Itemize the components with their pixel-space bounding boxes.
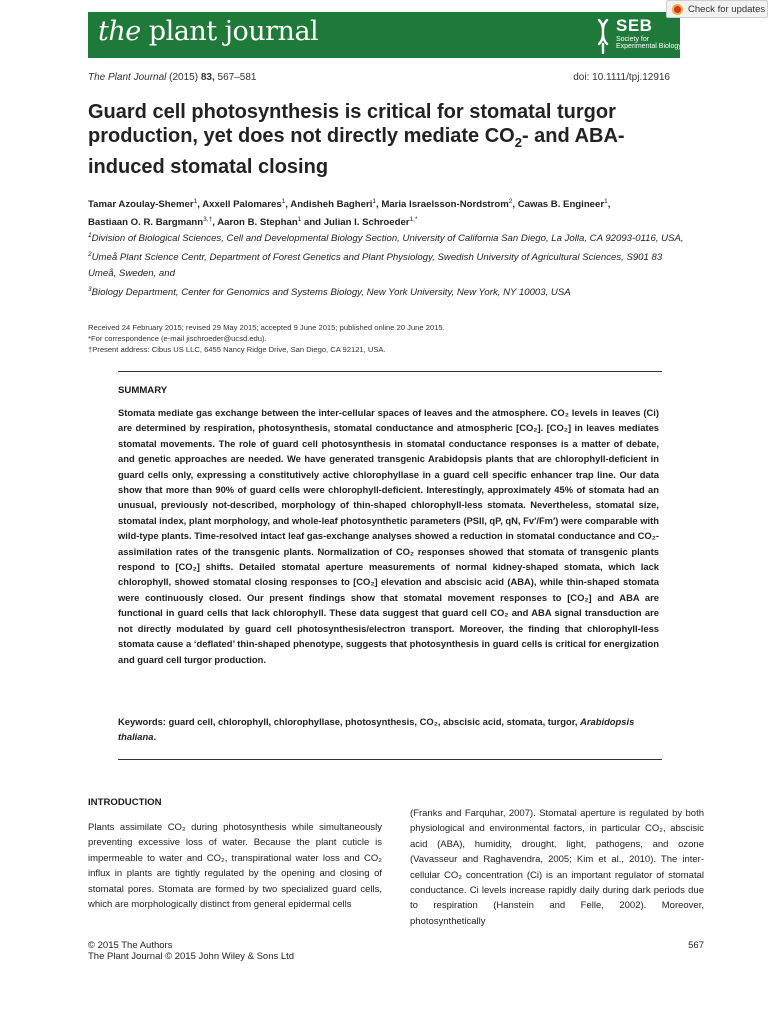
author: Axxell Palomares xyxy=(202,199,282,211)
seb-figure-icon xyxy=(596,18,610,54)
page-number: 567 xyxy=(688,940,704,951)
affiliation: $^3$Biology Department, Center for Genomics and Systems Biology, New York University, New York, NY 10003, USA xyxy=(88,286,571,299)
society-name: Society for Experimental Biology xyxy=(616,36,682,50)
check-for-updates-label: Check for updates xyxy=(688,4,766,15)
present-address: †Present address: Cibus US LLC, 6455 Nancy Ridge Drive, San Diego, CA 92121, USA. xyxy=(88,345,386,354)
journal-banner xyxy=(88,12,680,58)
affiliation: $^1$Division of Biological Sciences, Cell and Developmental Biology Section, University of California San Diego, La Jolla, CA 92093-0116, USA, xyxy=(88,232,684,245)
author: Tamar Azoulay-Shemer xyxy=(88,199,194,211)
summary-heading: SUMMARY xyxy=(118,385,168,396)
summary-text: Stomata mediate gas exchange between the inter-cellular spaces of leaves and the atmosphere. CO₂ levels in leaves (Ci) are determined by respiration, photosynthesis, stomatal conductance and atmospheric [CO₂]. [CO₂] in leaves mediates stomatal movements. The role of guard cell photosynthesis in stomatal conductance responses is a matter of debate, and genetic approaches are needed. We have generated transgenic Arabidopsis plants that are chlorophyll-deficient in guard cells only, expressing a constitutively active chlorophyllase in a guard cell specific enhancer trap line. Our data show that more than 90% of guard cells were chlorophyll-deficient. Interestingly, approximately 45% of stomata had an unusual, previously not-described, morphology of thin-shaped chlorophyll-less stomata. Nevertheless, stomatal size, stomatal index, plant morphology, and whole-leaf photosynthetic parameters (PSII, qP, qN, Fv′/Fm′) were comparable with wild-type plants. Time-resolved intact leaf gas-exchange analyses showed a reduction in stomatal conductance and CO₂-assimilation rates of the transgenic plants. Normalization of CO₂ responses showed that stomata of transgenic plants respond to [CO₂] shifts. Detailed stomatal aperture measurements of normal kidney-shaped stomata, which lack chlorophyll, showed stomatal closing responses to [CO₂] elevation and abscisic acid (ABA), while thin-shaped stomata were continuously closed. Our present findings show that stomatal movement responses to [CO₂] and ABA are functional in guard cells that lack chlorophyll. These data suggest that guard cell CO₂ and ABA signal transduction are not directly modulated by guard cell photosynthesis/electron transport. Moreover, the finding that chlorophyll-less stomata cause a ‘deflated’ thin-shaped phenotype, suggests that photosynthesis in guard cells is critical for energization and guard cell turgor production. xyxy=(118,407,659,665)
introduction-left-column: Plants assimilate CO₂ during photosynthesis while simultaneously preventing excessive loss of water. Because the plant cuticle is impermeable to water and CO₂, transpirational water loss and CO₂ influx in plants are tightly regulated by the opening and closing of stomatal pores. Stomata are formed by two specialized guard cells, which are morphologically distinct from general epidermal cells xyxy=(88,822,382,911)
author-list: Tamar Azoulay-Shemer$^1$, Axxell Palomares$^1$, Andisheh Bagheri$^1$, Maria Israelsson-Nordstrom$^2$, Cawas B. Engineer$^1$, Bastiaan O. R. Bargmann$^{3,\dagger}$, Aaron B. Stephan$^1$ and Julian I. Schroeder$^{1,*}$ xyxy=(88,198,611,229)
crossmark-icon xyxy=(672,4,683,15)
affiliation: $^2$Umeå Plant Science Centr, Department of Forest Genetics and Plant Physiology, Swedish University of Agricultural Sciences, S901 83 Umeå, Sweden, and xyxy=(88,251,663,280)
copyright-footer: © 2015 The Authors The Plant Journal © 2015 John Wiley & Sons Ltd xyxy=(88,940,295,962)
introduction-right-column: (Franks and Farquhar, 2007). Stomatal aperture is regulated by both physiological and environmental factors, in particular CO₂, abscisic acid (ABA), humidity, drought, light, pathogens, and ozone (Vavasseur and Raghavendra, 2005; Kim et al., 2010). The inter-cellular CO₂ concentration (Ci) is an important regulator of stomatal conductance. Ci levels increase rapidly daily during dark periods due to respiration (Hanstein and Felle, 2002). Moreover, photosynthetically xyxy=(410,808,704,927)
article-title: Guard cell photosynthesis is critical for stomatal turgor production, yet does not directly mediate $CO_2-$ and ABA-induced stomatal closing xyxy=(88,101,625,178)
check-for-updates-button[interactable] xyxy=(666,0,768,18)
correspondence: *For correspondence (e-mail jischroeder@ucsd.edu). xyxy=(88,334,267,343)
journal-logo: the plant journal xyxy=(98,16,319,47)
doi-link[interactable]: doi: 10.1111/tpj.12916 xyxy=(573,72,670,83)
citation: The Plant Journal (2015) 83, 567–581 xyxy=(88,72,257,83)
author: Bastiaan O. R. Bargmann xyxy=(88,217,204,229)
summary-bottom-rule xyxy=(118,759,662,760)
introduction-heading: INTRODUCTION xyxy=(88,797,162,808)
author: Andisheh Bagheri xyxy=(290,199,373,211)
author: Cawas B. Engineer xyxy=(517,199,605,211)
author: Maria Israelsson-Nordstrom xyxy=(381,199,509,211)
society-abbrev: SEB xyxy=(616,16,653,35)
summary-top-rule xyxy=(118,371,662,372)
received-dates: Received 24 February 2015; revised 29 May 2015; accepted 9 June 2015; published online 20 June 2015. xyxy=(88,323,445,332)
keywords: Keywords: guard cell, chlorophyll, chlorophyllase, photosynthesis, CO₂, abscisic acid, stomata, turgor, Arabidopsis thaliana. xyxy=(118,716,635,743)
affiliations xyxy=(88,228,688,302)
article-history xyxy=(88,322,688,355)
author: Julian I. Schroeder xyxy=(323,217,410,229)
author: Aaron B. Stephan xyxy=(217,217,298,229)
